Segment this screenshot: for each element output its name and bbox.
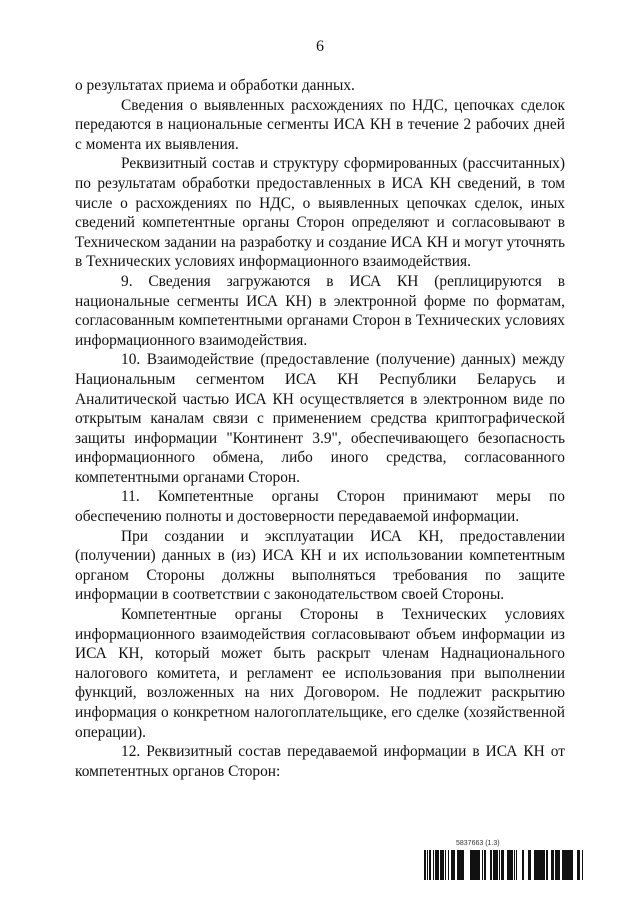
barcode-caption: 5837663 (1.3): [456, 840, 500, 847]
paragraph: 12. Реквизитный состав передаваемой информации в ИСА КН от компетентных органов Сторон:: [75, 743, 565, 780]
paragraph: о результатах приема и обработки данных.: [75, 77, 355, 94]
paragraph: 9. Сведения загружаются в ИСА КН (реплицируются в национальные сегменты ИСА КН) в электронной форме по форматам, согласованным компетентными органами Сторон в Технических условиях информационного взаимодействия.: [75, 272, 565, 349]
paragraph: 10. Взаимодействие (предоставление (получение) данных) между Национальным сегментом ИСА КН Республики Беларусь и Аналитической частью ИСА КН осуществляется в электронном виде по открытым каналам связи с применением средства криптографической защиты информации "Континент 3.9", обеспечивающего безопасность информационного обмена, либо иного средства, согласованного компетентными органами Сторон.: [75, 351, 565, 486]
paragraph: Сведения о выявленных расхождениях по НДС, цепочках сделок передаются в национальные сегменты ИСА КН в течение 2 рабочих дней с момента их выявления.: [75, 96, 565, 153]
paragraph: При создании и эксплуатации ИСА КН, предоставлении (получении) данных в (из) ИСА КН и их использовании компетентным органом Стороны должны выполняться требования по защите информации в соответствии с законодательством своей Стороны.: [75, 527, 565, 604]
document-barcode: [423, 838, 583, 884]
paragraph: 11. Компетентные органы Сторон принимают меры по обеспечению полноты и достоверности передаваемой информации.: [75, 488, 565, 526]
document-body: [75, 76, 565, 781]
paragraph: Компетентные органы Стороны в Технических условиях информационного взаимодействия согласовывают объем информации из ИСА КН, который может быть раскрыт членам Наднационального налогового комитета, и регламент ее использования при выполнении функций, возложенных на них Договором. Не подлежит раскрытию информация о конкретном налогоплательщике, его сделке (хозяйственной операции).: [75, 606, 565, 741]
page-number: 6: [316, 38, 324, 55]
barcode-icon: [423, 850, 583, 880]
paragraph: Реквизитный состав и структуру сформированных (рассчитанных) по результатам обработки предоставленных в ИСА КН сведений, в том числе о расхождениях по НДС, о выявленных цепочках сделок, иных сведений компетентные органы Сторон определяют и согласовывают в Техническом задании на разработку и создание ИСА КН и могут уточнять в Технических условиях информационного взаимодействия.: [75, 155, 565, 271]
